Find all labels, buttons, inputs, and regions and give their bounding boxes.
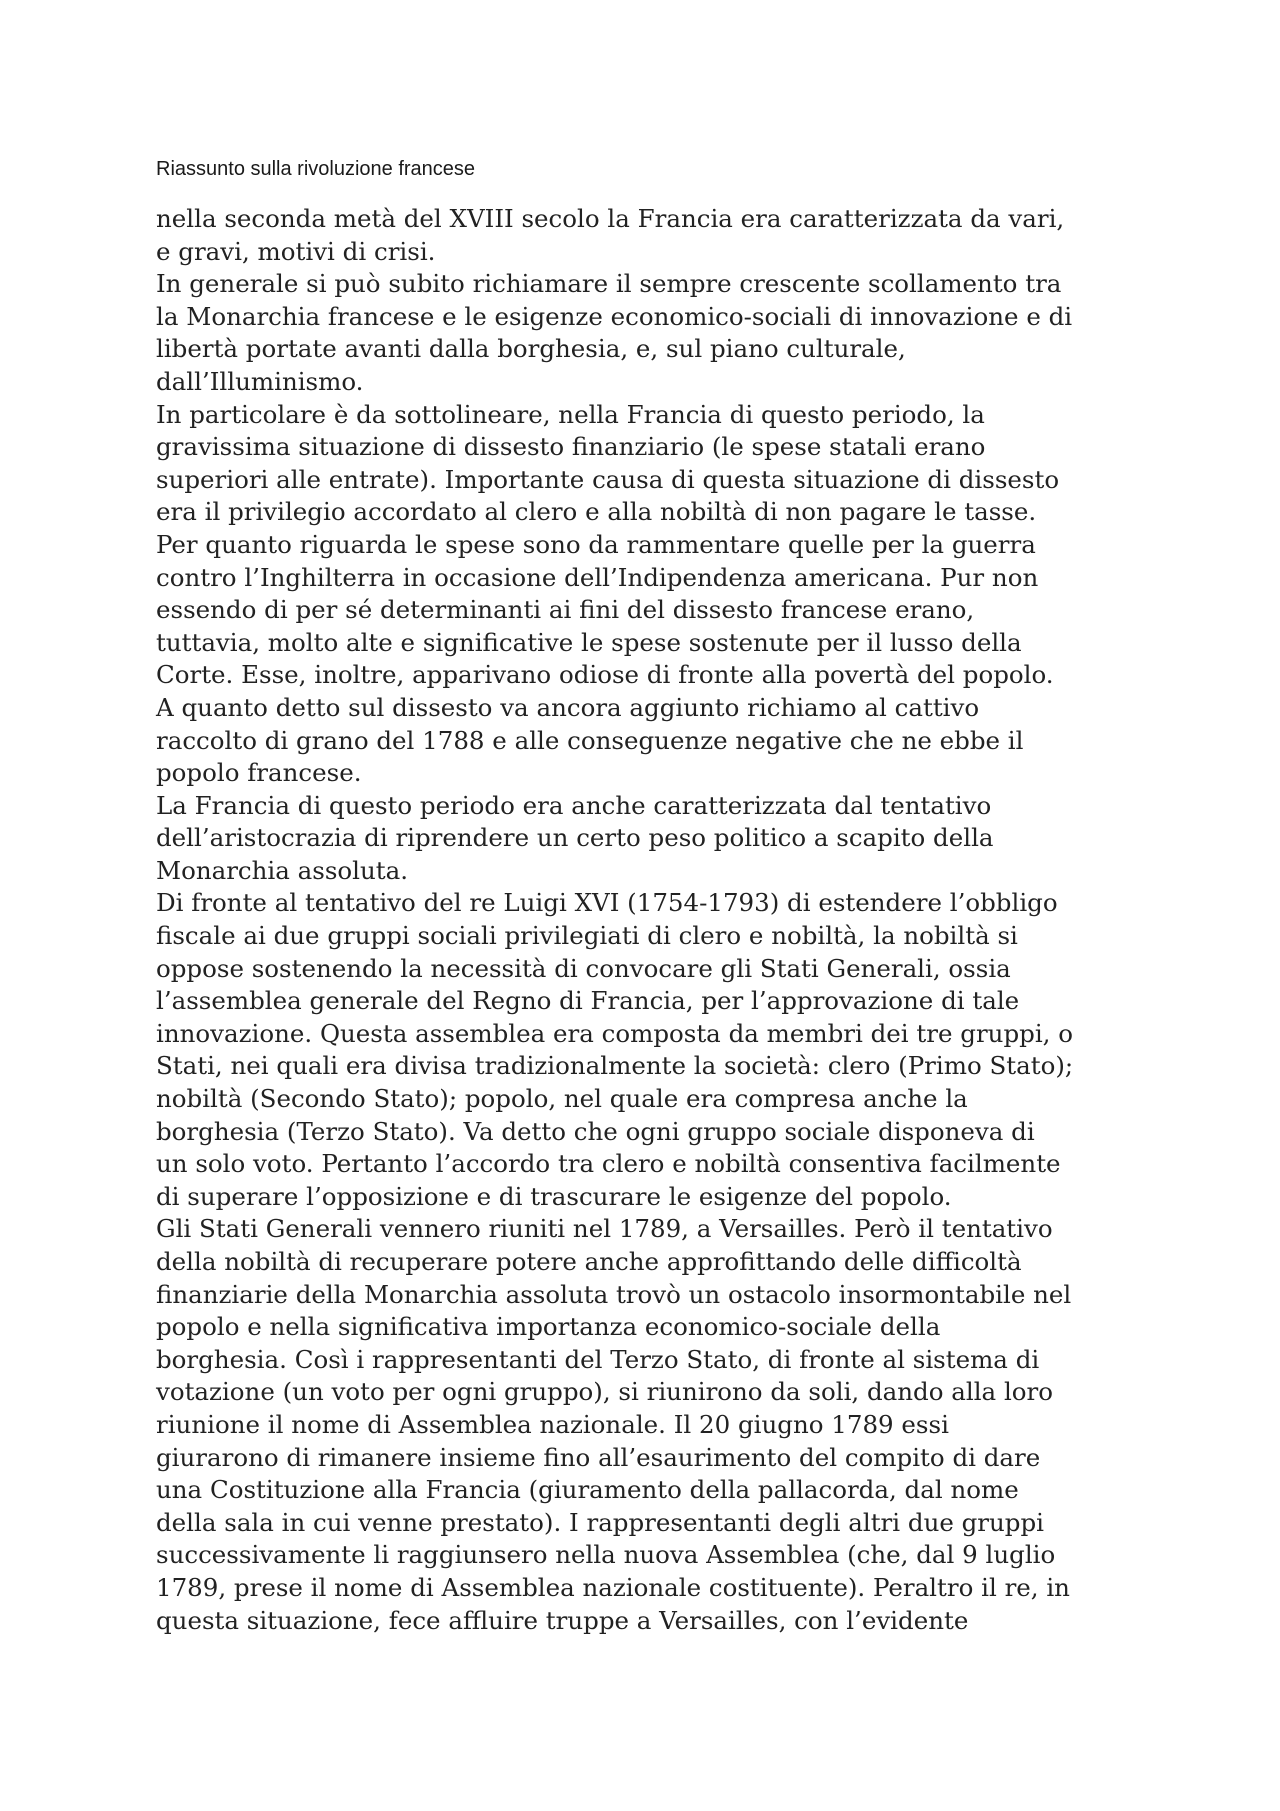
text-line: raccolto di grano del 1788 e alle conseguenze negative che ne ebbe il [156, 725, 1024, 755]
text-line: superiori alle entrate). Importante causa di questa situazione di dissesto [156, 464, 1060, 494]
text-line: innovazione. Questa assemblea era composta da membri dei tre gruppi, o [156, 1018, 1073, 1048]
text-line: nobiltà (Secondo Stato); popolo, nel quale era compresa anche la [156, 1084, 968, 1114]
text-line: La Francia di questo periodo era anche caratterizzata dal tentativo [156, 790, 992, 820]
text-line: l’assemblea generale del Regno di Francia, per l’approvazione di tale [156, 986, 1020, 1016]
text-line: Corte. Esse, inoltre, apparivano odiose di fronte alla povertà del popolo. [156, 660, 1054, 690]
text-line: nella seconda metà del XVIII secolo la Francia era caratterizzata da vari, [156, 204, 1065, 233]
text-line: riunione il nome di Assemblea nazionale. Il 20 giugno 1789 essi [156, 1409, 949, 1439]
text-line: Per quanto riguarda le spese sono da rammentare quelle per la guerra [156, 529, 1036, 559]
text-line: giurarono di rimanere insieme fino all’esaurimento del compito di dare [156, 1442, 1041, 1472]
text-line: contro l’Inghilterra in occasione dell’Indipendenza americana. Pur non [156, 562, 1039, 592]
text-line: 1789, prese il nome di Assemblea nazionale costituente). Peraltro il re, in [156, 1572, 1070, 1602]
text-line: questa situazione, fece affluire truppe a Versailles, con l’evidente [156, 1605, 969, 1635]
text-line: la Monarchia francese e le esigenze economico-sociali di innovazione e di [156, 301, 1073, 331]
text-line: popolo francese. [156, 758, 362, 788]
text-line: tuttavia, molto alte e significative le spese sostenute per il lusso della [156, 627, 1022, 657]
text-line: popolo e nella significativa importanza economico-sociale della [156, 1312, 941, 1342]
text-line: successivamente li raggiunsero nella nuova Assemblea (che, dal 9 luglio [156, 1540, 1056, 1570]
text-line: era il privilegio accordato al clero e alla nobiltà di non pagare le tasse. [156, 497, 1037, 527]
text-line: dell’aristocrazia di riprendere un certo peso politico a scapito della [156, 823, 994, 853]
text-line: della sala in cui venne prestato). I rappresentanti degli altri due gruppi [156, 1507, 1045, 1537]
text-line: Stati, nei quali era divisa tradizionalmente la società: clero (Primo Stato); [156, 1051, 1074, 1081]
text-line: Monarchia assoluta. [156, 855, 409, 885]
text-line: essendo di per sé determinanti ai fini del dissesto francese erano, [156, 595, 975, 625]
text-line: borghesia (Terzo Stato). Va detto che ogni gruppo sociale disponeva di [156, 1116, 1035, 1146]
text-line: una Costituzione alla Francia (giuramento della pallacorda, dal nome [156, 1475, 1019, 1505]
text-line: della nobiltà di recuperare potere anche approfittando delle difficoltà [156, 1247, 1022, 1276]
text-line: finanziarie della Monarchia assoluta trovò un ostacolo insormontabile nel [156, 1279, 1072, 1309]
text-line: Gli Stati Generali vennero riuniti nel 1789, a Versailles. Però il tentativo [156, 1214, 1053, 1244]
text-line: di superare l’opposizione e di trascurare le esigenze del popolo. [156, 1181, 952, 1211]
text-line: e gravi, motivi di crisi. [156, 236, 436, 266]
text-line: borghesia. Così i rappresentanti del Terzo Stato, di fronte al sistema di [156, 1344, 1040, 1374]
text-line: A quanto detto sul dissesto va ancora aggiunto richiamo al cattivo [156, 692, 980, 722]
text-line: dall’Illuminismo. [156, 366, 364, 396]
text-line: fiscale ai due gruppi sociali privilegiati di clero e nobiltà, la nobiltà si [156, 921, 1018, 951]
text-line: un solo voto. Pertanto l’accordo tra clero e nobiltà consentiva facilmente [156, 1149, 1061, 1179]
text-line: oppose sostenendo la necessità di convocare gli Stati Generali, ossia [156, 953, 1011, 983]
text-line: votazione (un voto per ogni gruppo), si riunirono da soli, dando alla loro [156, 1377, 1054, 1407]
document-body [156, 203, 1146, 1637]
text-line: In particolare è da sottolineare, nella Francia di questo periodo, la [156, 399, 985, 429]
text-line: libertà portate avanti dalla borghesia, e, sul piano culturale, [156, 334, 906, 364]
text-line: gravissima situazione di dissesto finanziario (le spese statali erano [156, 432, 986, 462]
text-line: Di fronte al tentativo del re Luigi XVI (1754-1793) di estendere l’obbligo [156, 888, 1058, 918]
text-line: In generale si può subito richiamare il sempre crescente scollamento tra [156, 269, 1062, 299]
document-title: Riassunto sulla rivoluzione francese [156, 158, 476, 180]
